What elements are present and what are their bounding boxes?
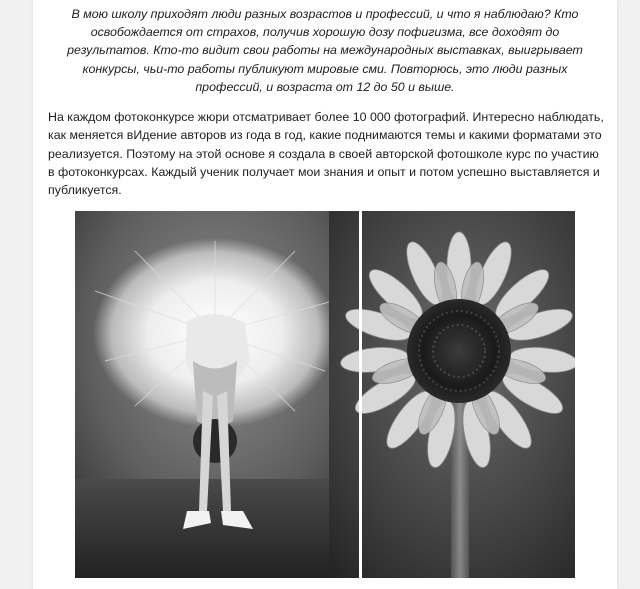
ballerina-photo xyxy=(75,211,359,578)
sunflower-photo xyxy=(329,211,575,578)
body-paragraph: На каждом фотоконкурсе жюри отсматривает более 10 000 фотографий. Интересно наблюдать, как меняется вИдение авторов из года в год, какие поднимаются темы и какими форматами это реализуется. Поэтому на этой основе я создала в своей авторской фотошколе курс по участию в фотоконкурсах. Каждый ученик получает мои знания и опыт и потом успешно выставляется и публикуется. xyxy=(48,110,604,198)
photo-divider xyxy=(359,211,362,578)
article-page xyxy=(33,0,617,589)
quote-text: В мою школу приходят люди разных возрастов и профессий, и что я наблюдаю? Кто освобождается от страхов, получив хорошую дозу пофигизма, все доходят до результатов. Кто-то видит свои работы на международных выставках, выигрывает конкурсы, чьи-то работы публикуют мировые сми. Повторюсь, это люди разных профессий, и возраста от 12 до 50 и выше. xyxy=(67,7,583,94)
